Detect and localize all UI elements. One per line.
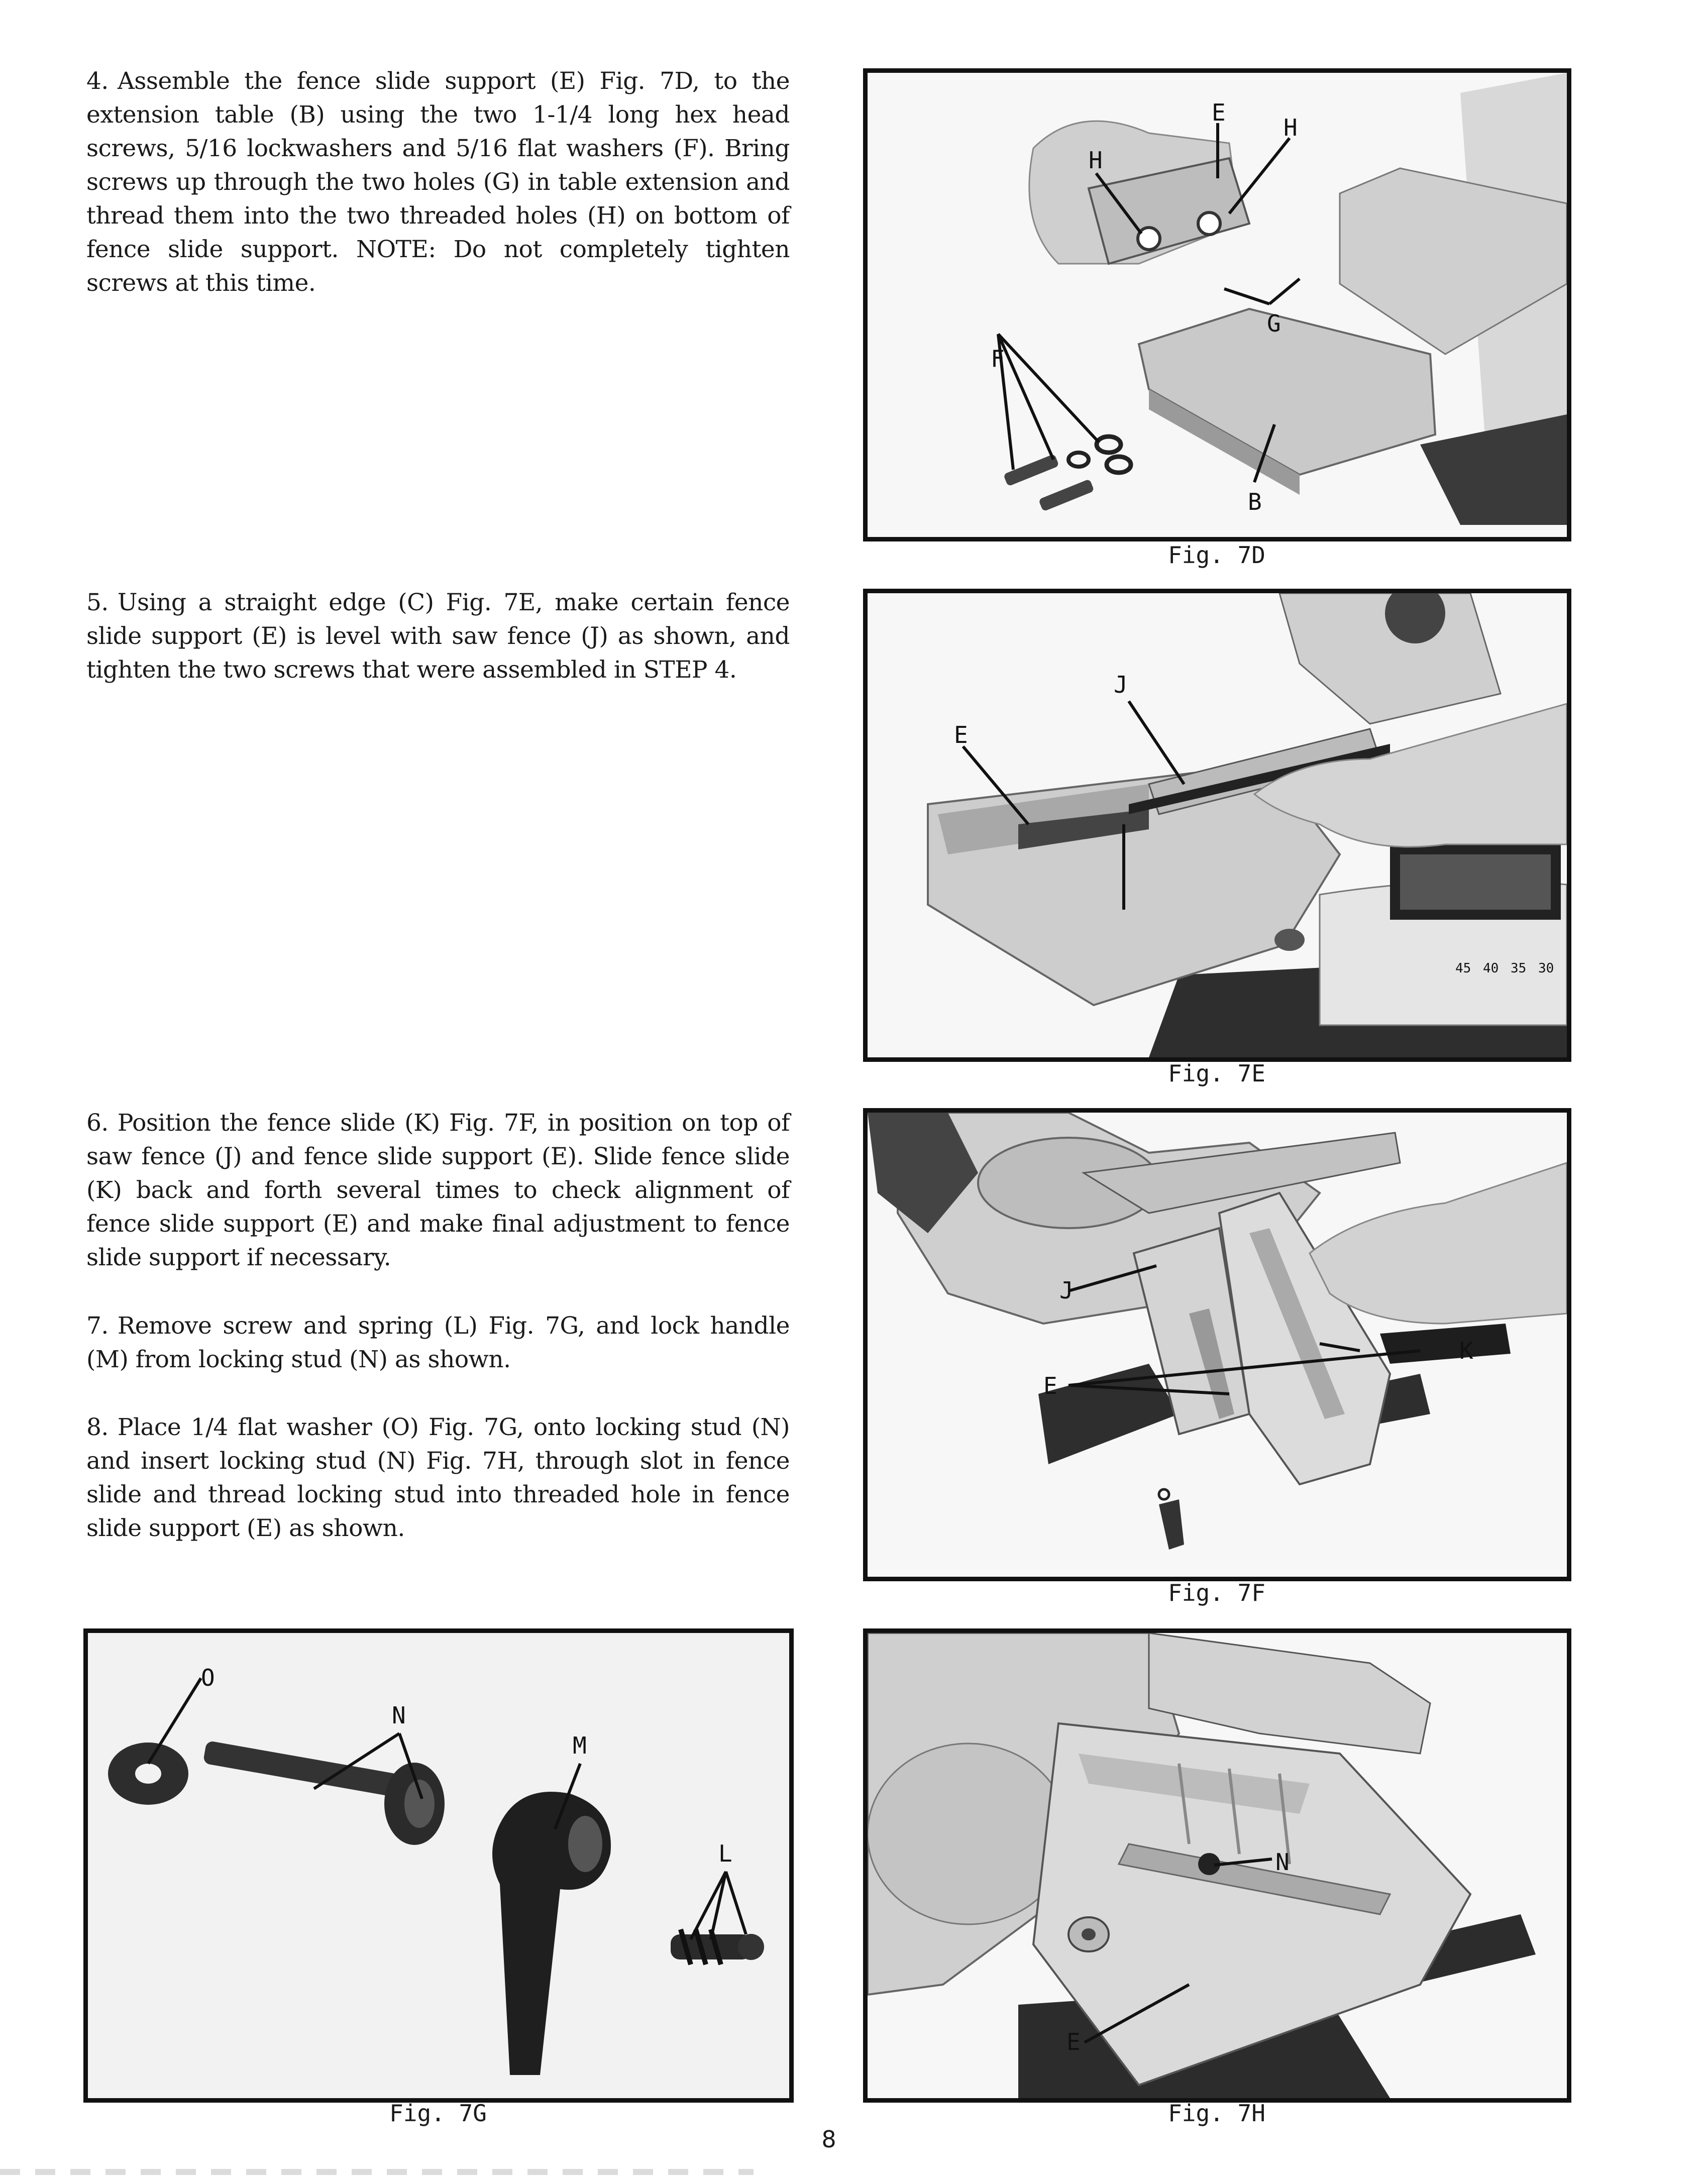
step-6	[86, 1106, 790, 1274]
figure-7g	[83, 1628, 794, 2103]
fig-7h-caption: Fig. 7H	[1168, 2100, 1265, 2127]
step-text: Assemble the fence slide support (E) Fig. 7D, to the extension table (B) using the two 1-1/4 long hex head screws, 5/16 lockwashers and 5/16 flat washers (F). Bring screws up through the two holes (G) in table extension and thread them into the two threaded holes (H) on bottom of fence slide support. NOTE: Do not completely tighten screws at this time.	[86, 67, 790, 297]
scale-35: 35	[1511, 961, 1527, 976]
step-4	[86, 64, 790, 300]
label-e: E	[954, 721, 968, 748]
figure-7e	[863, 589, 1571, 1062]
fig-7e-caption: Fig. 7E	[1168, 1060, 1265, 1087]
page-number: 8	[821, 2126, 836, 2153]
fig-7d-illustration	[868, 73, 1567, 537]
label-n: N	[1275, 1848, 1290, 1876]
label-j: J	[1059, 1277, 1074, 1304]
step-text: Position the fence slide (K) Fig. 7F, in position on top of saw fence (J) and fence slide support (E). Slide fence slide (K) back and forth several times to check alignment of fence slide support (E) and make final adjustment to fence slide support if necessary.	[86, 1109, 790, 1271]
step-7	[86, 1309, 790, 1376]
figure-7f	[863, 1108, 1571, 1581]
step-number: 7.	[86, 1312, 109, 1340]
fig-7e-illustration	[868, 593, 1567, 1057]
step-number: 8.	[86, 1413, 109, 1441]
scale-40: 40	[1483, 961, 1499, 976]
fig-7h-illustration	[868, 1633, 1567, 2098]
label-n: N	[392, 1702, 406, 1729]
label-b: B	[1248, 488, 1262, 515]
fig-7g-caption: Fig. 7G	[389, 2100, 487, 2127]
label-h: H	[1284, 114, 1298, 141]
label-e: E	[1212, 99, 1226, 126]
scan-footer-strip	[0, 2169, 754, 2175]
label-f: F	[991, 345, 1005, 372]
step-number: 6.	[86, 1109, 109, 1137]
label-o: O	[201, 1664, 215, 1691]
step-8	[86, 1410, 790, 1545]
fig-7g-illustration	[88, 1633, 789, 2098]
label-e: E	[1066, 2028, 1081, 2055]
step-text: Remove screw and spring (L) Fig. 7G, and lock handle (M) from locking stud (N) as shown.	[86, 1312, 790, 1373]
step-number: 5.	[86, 589, 109, 616]
step-5	[86, 586, 790, 687]
label-k: K	[1459, 1337, 1473, 1364]
label-l: L	[718, 1840, 732, 1867]
scale-45: 45	[1455, 961, 1471, 976]
fig-7f-illustration	[868, 1113, 1567, 1577]
fig-7f-caption: Fig. 7F	[1168, 1579, 1265, 1606]
step-text: Place 1/4 flat washer (O) Fig. 7G, onto locking stud (N) and insert locking stud (N) Fig. 7H, through slot in fence slide and thread locking stud into threaded hole in fence slide support (E) as shown.	[86, 1413, 790, 1542]
figure-7h	[863, 1628, 1571, 2103]
scale-30: 30	[1538, 961, 1554, 976]
step-text: Using a straight edge (C) Fig. 7E, make certain fence slide support (E) is level with saw fence (J) as shown, and tighten the two screws that were assembled in STEP 4.	[86, 589, 790, 684]
fig-7d-caption: Fig. 7D	[1168, 541, 1265, 569]
label-e: E	[1043, 1372, 1057, 1399]
label-m: M	[573, 1732, 587, 1759]
step-number: 4.	[86, 67, 109, 95]
label-g: G	[1267, 310, 1281, 337]
label-h: H	[1089, 147, 1103, 174]
label-j: J	[1114, 671, 1128, 698]
figure-7d	[863, 68, 1571, 541]
